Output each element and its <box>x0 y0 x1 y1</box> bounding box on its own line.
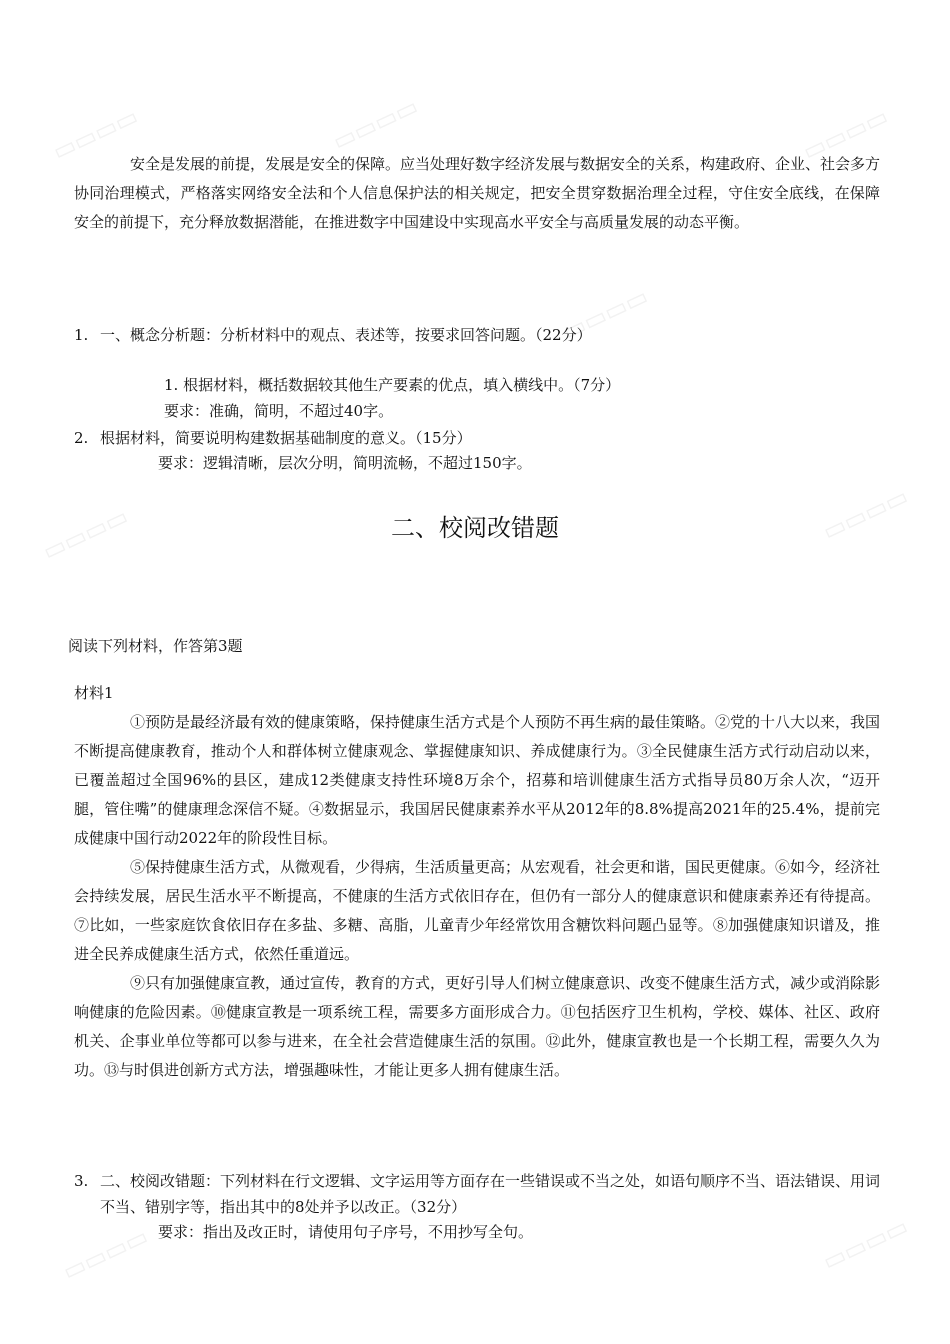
question-1 <box>74 324 592 346</box>
subquestion-1-requirement: 要求：准确，简明，不超过40字。 <box>164 402 394 420</box>
watermark-decoration: ▭▭▭▭ <box>798 102 893 166</box>
question-2-number: 2. <box>74 429 89 447</box>
question-2-requirement: 要求：逻辑清晰，层次分明，简明流畅，不超过150字。 <box>158 454 532 472</box>
question-1-number: 1. <box>74 326 89 344</box>
material-label: 材料1 <box>74 684 114 702</box>
watermark-decoration: ▭▭▭▭ <box>818 1212 913 1276</box>
watermark-decoration: ▭▭▭▭ <box>558 282 653 346</box>
watermark-decoration: ▭▭▭▭ <box>48 102 143 166</box>
reading-prompt: 阅读下列材料，作答第3题 <box>68 637 243 655</box>
watermark-decoration: ▭▭▭▭ <box>328 92 423 156</box>
material-paragraph-3: ⑨只有加强健康宣教，通过宣传，教育的方式，更好引导人们树立健康意识、改变不健康生活方式，减少或消除影响健康的危险因素。⑩健康宣教是一项系统工程，需要多方面形成合力。⑪包括医疗卫生机构，学校、媒体、社区、政府机关、企事业单位等都可以参与进来，在全社会营造健康生活的氛围。⑫此外，健康宣教也是一个长期工程，需要久久为功。⑬与时俱进创新方式方法，增强趣味性，才能让更多人拥有健康生活。 <box>74 974 881 1079</box>
material-paragraph-1: ①预防是最经济最有效的健康策略，保持健康生活方式是个人预防不再生病的最佳策略。②党的十八大以来，我国不断提高健康教育，推动个人和群体树立健康观念、掌握健康知识、养成健康行为。③全民健康生活方式行动启动以来，已覆盖超过全国96%的县区，建成12类健康支持性环境8万余个，招募和培训健康生活方式指导员80万余人次，“迈开腿，管住嘴”的健康理念深信不疑。④数据显示，我国居民健康素养水平从2012年的8.8%提高2021年的25.4%，提前完成健康中国行动2022年的阶段性目标。 <box>74 713 881 847</box>
intro-paragraph: 安全是发展的前提，发展是安全的保障。应当处理好数字经济发展与数据安全的关系，构建政府、企业、社会多方协同治理模式，严格落实网络安全法和个人信息保护法的相关规定，把安全贯穿数据治理全过程，守住安全底线，在保障安全的前提下，充分释放数据潜能，在推进数字中国建设中实现高水平安全与高质量发展的动态平衡。 <box>74 155 881 231</box>
question-3-number: 3. <box>74 1172 89 1190</box>
question-2 <box>74 427 472 449</box>
question-3-requirement: 要求：指出及改正时，请使用句子序号，不用抄写全句。 <box>158 1223 534 1241</box>
question-3 <box>74 1168 880 1220</box>
question-3-text: 二、校阅改错题：下列材料在行文逻辑、文字运用等方面存在一些错误或不当之处，如语句顺序不当、语法错误、用词不当、错别字等，指出其中的8处并予以改正。（32分） <box>100 1172 881 1216</box>
material-paragraph-2: ⑤保持健康生活方式，从微观看，少得病，生活质量更高；从宏观看，社会更和谐，国民更健康。⑥如今，经济社会持续发展，居民生活水平不断提高，不健康的生活方式依旧存在，但仍有一部分人的健康意识和健康素养还有待提高。⑦比如，一些家庭饮食依旧存在多盐、多糖、高脂，儿童青少年经常饮用含糖饮料问题凸显等。⑧加强健康知识谱及，推进全民养成健康生活方式，依然任重道远。 <box>74 858 881 963</box>
watermark-decoration: ▭▭▭▭ <box>58 1222 153 1286</box>
watermark-decoration: ▭▭▭▭ <box>818 482 913 546</box>
section-2-heading: 二、校阅改错题 <box>391 514 559 542</box>
watermark-decoration: ▭▭▭▭ <box>38 502 133 566</box>
subquestion-1: 1. 根据材料，概括数据较其他生产要素的优点，填入横线中。（7分） <box>164 376 621 394</box>
question-1-text: 一、概念分析题：分析材料中的观点、表述等，按要求回答问题。（22分） <box>100 326 592 344</box>
question-2-text: 根据材料，简要说明构建数据基础制度的意义。（15分） <box>100 429 472 447</box>
